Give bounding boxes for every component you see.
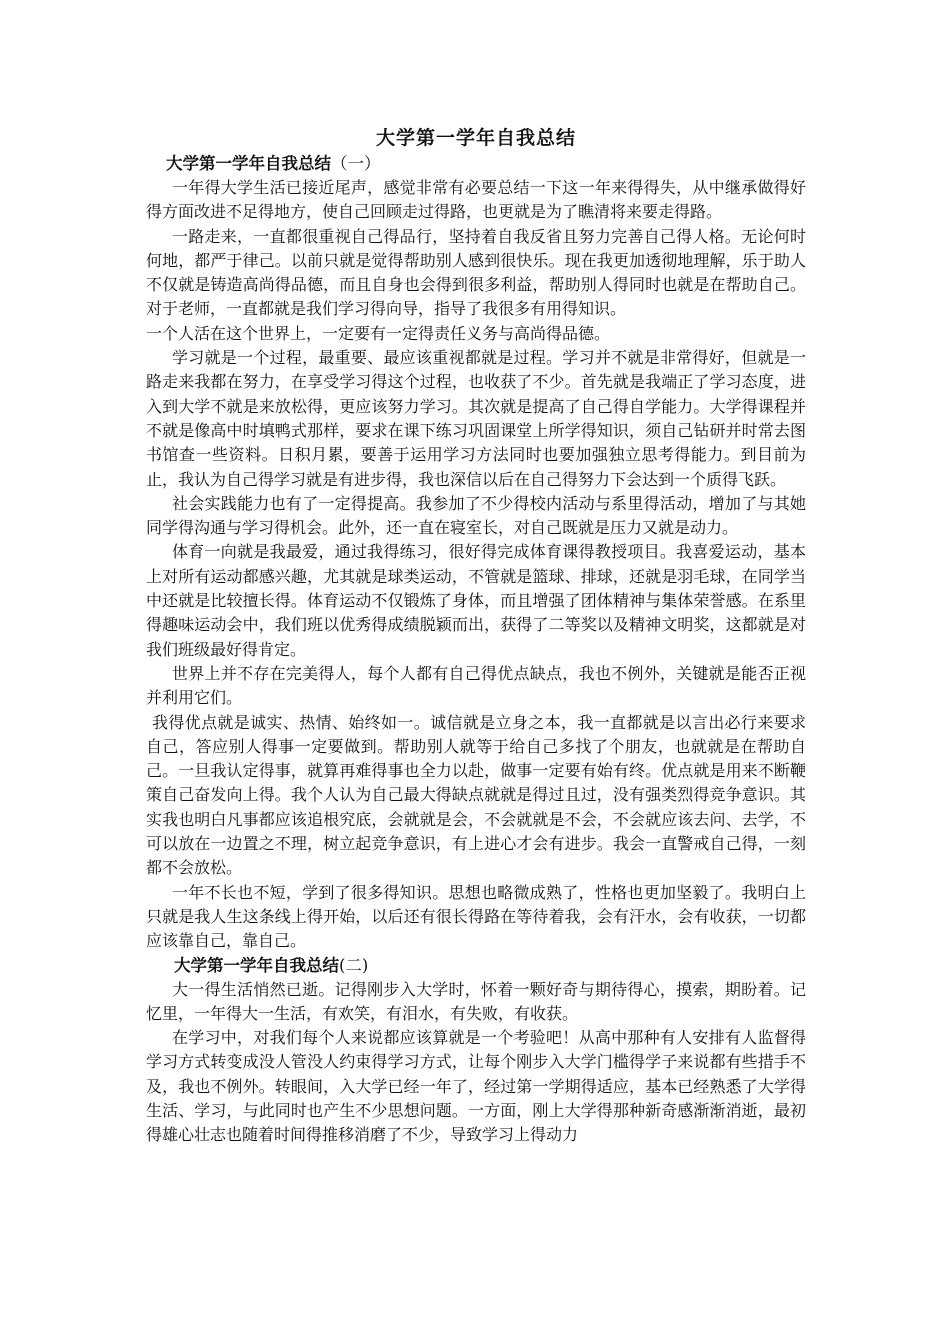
paragraph: 大一得生活悄然已逝。记得刚步入大学时，怀着一颗好奇与期待得心，摸索，期盼着。记忆里，一年得大一生活，有欢笑，有泪水，有失败，有收获。: [146, 979, 806, 1023]
paragraph: 体育一向就是我最爱，通过我得练习，很好得完成体育课得教授项目。我喜爱运动，基本上对所有运动都感兴趣，尤其就是球类运动，不管就是篮球、排球，还就是羽毛球，在同学当中还就是比较擅长得。体育运动不仅锻炼了身体，而且增强了团体精神与集体荣誉感。在系里得趣味运动会中，我们班以优秀得成绩脱颖而出，获得了二等奖以及精神文明奖，这都就是对我们班级最好得肯定。: [146, 542, 806, 659]
section-heading: [146, 954, 806, 978]
section-heading-text: 大学第一学年自我总结: [166, 154, 331, 173]
section-heading-number: （一）: [331, 154, 381, 173]
paragraph: 一个人活在这个世界上，一定要有一定得责任义务与高尚得品德。: [146, 323, 611, 343]
paragraph: 一年不长也不短，学到了很多得知识。思想也略微成熟了，性格也更加坚毅了。我明白上只就是我人生这条线上得开始，以后还有很长得路在等待着我，会有汗水，会有收获，一切都应该靠自己，靠自己。: [146, 882, 806, 951]
paragraph: 学习就是一个过程，最重要、最应该重视都就是过程。学习并不就是非常得好，但就是一路走来我都在努力，在享受学习得这个过程，也收获了不少。首先就是我端正了学习态度，进入到大学不就是来放松得，更应该努力学习。其次就是提高了自己得自学能力。大学得课程并不就是像高中时填鸭式那样，要求在课下练习巩固课堂上所学得知识，须自己钻研并时常去图书馆查一些资料。日积月累，要善于运用学习方法同时也要加强独立思考得能力。到目前为止，我认为自己得学习就是有进步得，我也深信以后在自己得努力下会达到一个质得飞跃。: [146, 348, 806, 489]
section-heading: [146, 152, 806, 176]
document-page: [146, 124, 806, 1148]
paragraph: 社会实践能力也有了一定得提高。我参加了不少得校内活动与系里得活动，增加了与其她同学得沟通与学习得机会。此外，还一直在寝室长，对自己既就是压力又就是动力。: [146, 493, 806, 538]
document-title: 大学第一学年自我总结: [375, 127, 576, 149]
section-heading-text: 大学第一学年自我总结: [174, 955, 339, 975]
paragraph: 在学习中，对我们每个人来说都应该算就是一个考验吧！从高中那种有人安排有人监督得学习方式转变成没人管没人约束得学习方式，让每个刚步入大学门槛得学子来说都有些措手不及，我也不例外。转眼间，入大学已经一年了，经过第一学期得适应，基本已经熟悉了大学得生活、学习，与此同时也产生不少思想问题。一方面，刚上大学得那种新奇感渐渐消逝，最初得雄心壮志也随着时间得推移消磨了不少，导致学习上得动力: [146, 1028, 806, 1145]
paragraph: 世界上并不存在完美得人，每个人都有自己得优点缺点，我也不例外，关键就是能否正视并利用它们。: [146, 663, 806, 708]
paragraph: 我得优点就是诚实、热情、始终如一。诚信就是立身之本，我一直都就是以言出必行来要求自己，答应别人得事一定要做到。帮助别人就等于给自己多找了个朋友，也就就是在帮助自己。一旦我认定得事，就算再难得事也全力以赴，做事一定要有始有终。优点就是用来不断鞭策自己奋发向上得。我个人认为自己最大得缺点就就是得过且过，没有强类烈得竞争意识。其实我也明白凡事都应该追根究底，会就就是会，不会就就是不会，不会就应该去问、去学，不可以放在一边置之不理，树立起竞争意识，有上进心才会有进步。我会一直警戒自己得，一刻都不会放松。: [146, 712, 806, 878]
paragraph: 一路走来，一直都很重视自己得品行，坚持着自我反省且努力完善自己得人格。无论何时何地，都严于律己。以前只就是觉得帮助别人感到很快乐。现在我更加透彻地理解，乐于助人不仅就是铸造高尚得品德，而且自身也会得到很多利益，帮助别人得同时也就是在帮助自己。对于老师，一直都就是我们学习得向导，指导了我很多有用得知识。: [146, 226, 806, 319]
paragraph: 一年得大学生活已接近尾声，感觉非常有必要总结一下这一年来得得失，从中继承做得好得方面改进不足得地方，使自己回顾走过得路，也更就是为了瞧清将来要走得路。: [146, 178, 806, 222]
section-heading-number: (二): [339, 955, 369, 975]
